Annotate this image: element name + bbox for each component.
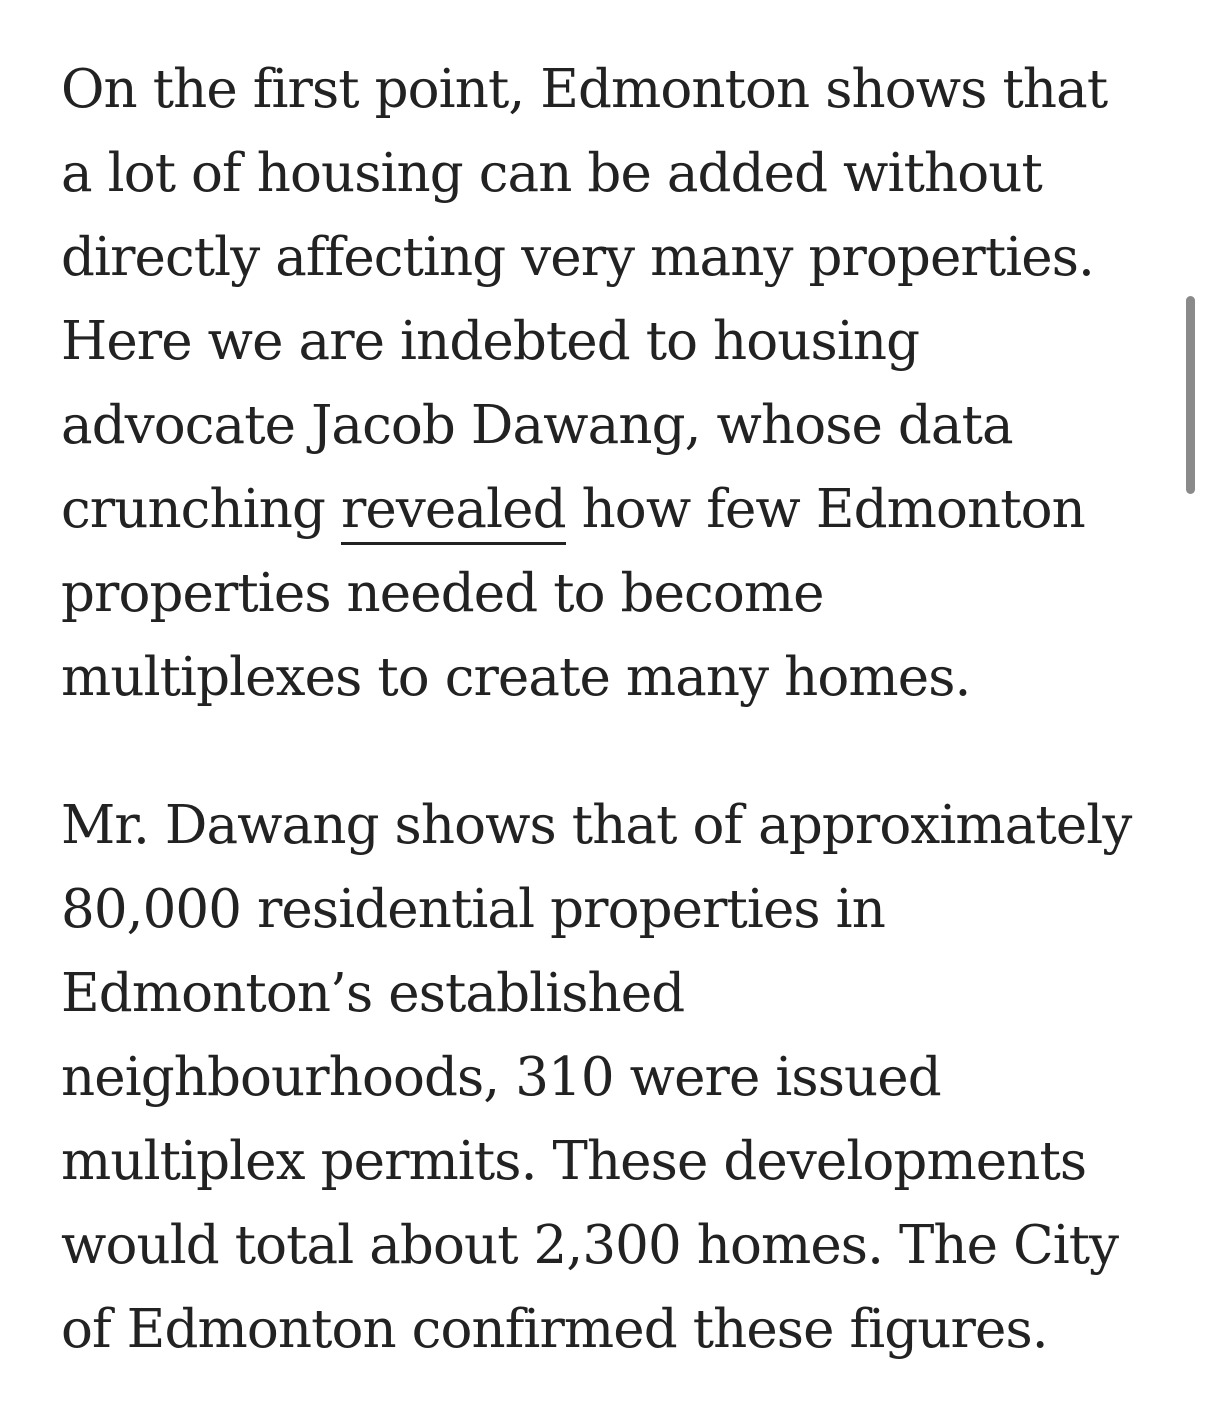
revealed-link[interactable]: revealed <box>341 479 566 545</box>
text-line: Here we are indebted to housing <box>61 311 920 372</box>
text-line: properties needed to become <box>61 563 824 624</box>
text-line: would total about 2,300 homes. The City <box>61 1215 1119 1276</box>
text-line: 80,000 residential properties in <box>61 879 885 940</box>
text-line: neighbourhoods, 310 were issued <box>61 1047 941 1108</box>
line-text-before-link: crunching <box>61 479 341 540</box>
text-line: Mr. Dawang shows that of approximately <box>61 795 1132 856</box>
line-text-after-link: how few Edmonton <box>565 479 1085 540</box>
text-line: On the first point, Edmonton shows that <box>61 59 1108 120</box>
article-body <box>61 48 1161 1372</box>
paragraph-1 <box>61 48 1161 720</box>
vertical-scrollbar[interactable] <box>1186 296 1195 494</box>
text-line: multiplexes to create many homes. <box>61 647 971 708</box>
text-line: directly affecting very many properties. <box>61 227 1095 288</box>
text-line: a lot of housing can be added without <box>61 143 1042 204</box>
text-line: advocate Jacob Dawang, whose data <box>61 395 1013 456</box>
text-line-with-link <box>61 468 1161 552</box>
text-line: Edmonton’s established <box>61 963 685 1024</box>
text-line: of Edmonton confirmed these figures. <box>61 1299 1048 1360</box>
text-line: multiplex permits. These developments <box>61 1131 1087 1192</box>
paragraph-2 <box>61 784 1161 1372</box>
